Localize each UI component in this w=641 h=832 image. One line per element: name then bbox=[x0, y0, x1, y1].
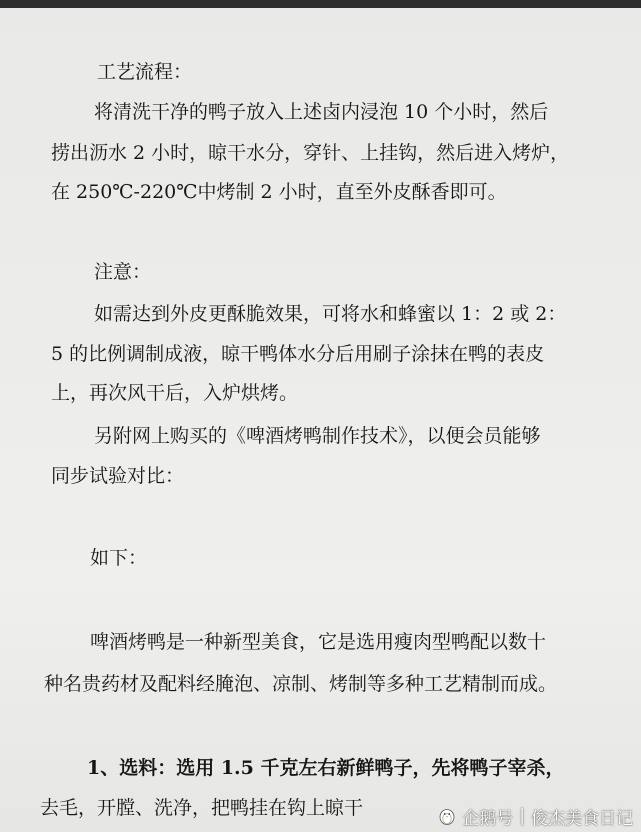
section-heading-process: 工艺流程： bbox=[97, 61, 193, 83]
paragraph-line: 去毛，开膛、洗净，把鸭挂在钩上晾干 bbox=[40, 797, 364, 819]
watermark-author: 俊杰美食日记 bbox=[531, 808, 633, 829]
paragraph-line: 在 250℃-220℃中烤制 2 小时，直至外皮酥香即可。 bbox=[51, 181, 507, 203]
paragraph-line: 啤酒烤鸭是一种新型美食，它是选用瘦肉型鸭配以数十 bbox=[90, 631, 547, 653]
section-heading-below: 如下： bbox=[90, 547, 148, 569]
watermark-separator: | bbox=[519, 806, 525, 826]
paragraph-line: 如需达到外皮更酥脆效果，可将水和蜂蜜以 1：2 或 2： bbox=[94, 303, 567, 325]
paragraph-line: 将清洗干净的鸭子放入上述卤内浸泡 10 个小时，然后 bbox=[94, 101, 549, 123]
penguin-icon bbox=[436, 807, 458, 825]
paragraph-line: 捞出沥水 2 小时，晾干水分，穿针、上挂钩，然后进入烤炉， bbox=[51, 142, 570, 164]
watermark bbox=[436, 804, 633, 828]
top-edge bbox=[0, 0, 641, 8]
step-1-line: 1、选料：选用 1.5 千克左右新鲜鸭子，先将鸭子宰杀， bbox=[87, 757, 565, 779]
paragraph-line: 上，再次风干后，入炉烘烤。 bbox=[51, 382, 299, 404]
paragraph-line: 同步试验对比： bbox=[51, 465, 185, 487]
watermark-source: 企鹅号 bbox=[462, 808, 514, 829]
section-heading-note: 注意： bbox=[94, 261, 152, 283]
paragraph-line: 5 的比例调制成液，晾干鸭体水分后用刷子涂抹在鸭的表皮 bbox=[51, 343, 545, 365]
paragraph-line: 种名贵药材及配料经腌泡、凉制、烤制等多种工艺精制而成。 bbox=[44, 673, 558, 695]
paragraph-line: 另附网上购买的《啤酒烤鸭制作技术》，以便会员能够 bbox=[94, 425, 541, 447]
